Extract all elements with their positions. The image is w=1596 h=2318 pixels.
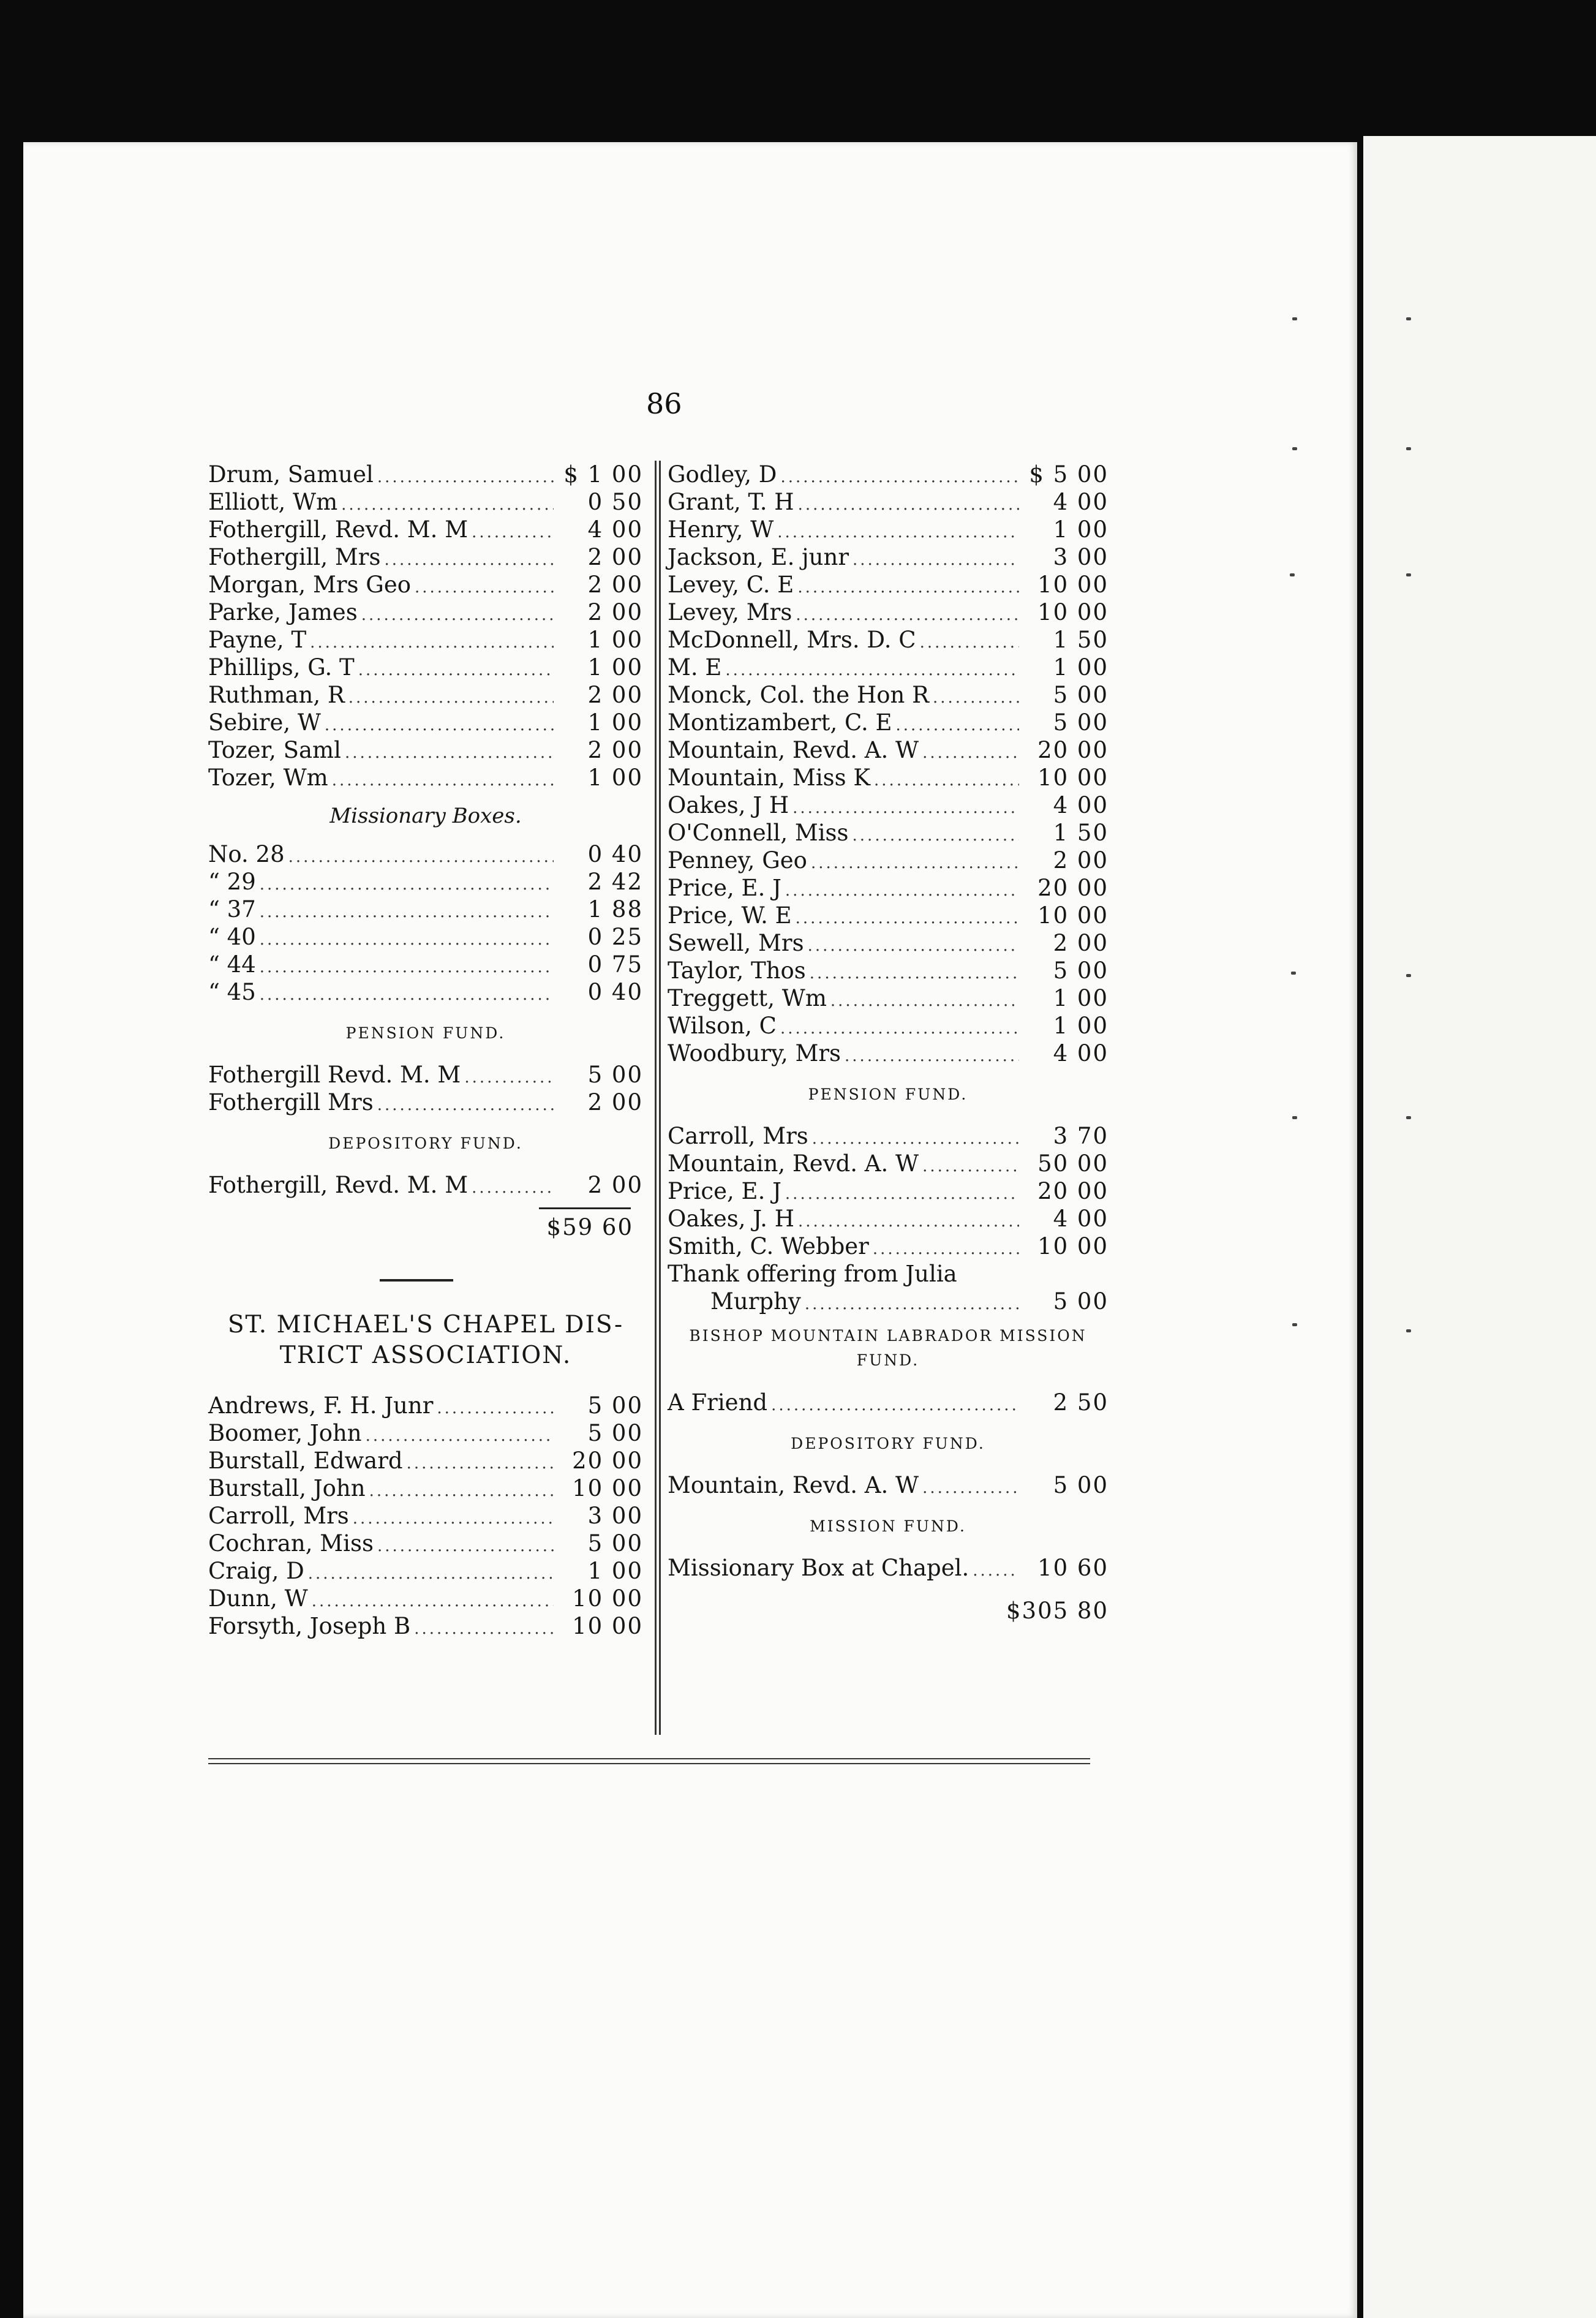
- entry-amount: 10 00: [572, 1585, 643, 1612]
- speck: [1290, 573, 1295, 576]
- entry-amount: 5 00: [1053, 682, 1109, 708]
- leader-dots: [796, 905, 1019, 932]
- entry-amount: 10 00: [1037, 572, 1109, 598]
- entry-amount: 1 00: [587, 709, 643, 736]
- entry-amount: 1 00: [1053, 516, 1109, 543]
- depository-fund-heading: DEPOSITORY FUND.: [328, 1134, 523, 1152]
- ledger-entry: [208, 1585, 643, 1612]
- leader-dots: [472, 519, 554, 546]
- entry-name: Burstall, John: [208, 1475, 366, 1501]
- entry-name: O'Connell, Miss: [668, 820, 849, 846]
- entry-amount: 5 00: [587, 1530, 643, 1557]
- entry-amount: 5 00: [587, 1392, 643, 1419]
- ledger-entry: [208, 1061, 643, 1089]
- entry-amount: 0 75: [587, 951, 643, 978]
- entry-amount: 50 00: [1037, 1150, 1109, 1177]
- leader-dots: [260, 981, 554, 1009]
- entry-amount: 1 50: [1053, 627, 1109, 653]
- entry-amount: 10 00: [572, 1475, 643, 1501]
- entry-name: Henry, W: [668, 516, 774, 543]
- ledger-entry: [208, 571, 643, 598]
- ledger-entry: [668, 1205, 1109, 1233]
- entry-name: Thank offering from Julia: [668, 1261, 957, 1287]
- association-list: [208, 1392, 643, 1640]
- entry-name: Oakes, J. H: [668, 1206, 794, 1232]
- leader-dots: [437, 1395, 554, 1422]
- leader-dots: [798, 1208, 1019, 1236]
- entry-name: No. 28: [208, 841, 285, 867]
- entry-name: Wilson, C: [668, 1013, 777, 1039]
- ledger-entry: [208, 598, 643, 626]
- entry-name: Drum, Samuel: [208, 461, 374, 488]
- entry-name: Payne, T: [208, 627, 307, 653]
- leader-dots: [808, 932, 1019, 960]
- ledger-entry: [668, 791, 1109, 819]
- pension-fund-heading: PENSION FUND.: [808, 1085, 968, 1103]
- entry-amount: 10 00: [1037, 599, 1109, 625]
- ledger-entry: [668, 681, 1109, 709]
- entry-name: Morgan, Mrs Geo: [208, 572, 411, 598]
- ledger-entry: [668, 1012, 1109, 1040]
- ledger-entry: [668, 847, 1109, 874]
- entry-amount: 1 00: [587, 764, 643, 791]
- leader-dots: [810, 960, 1019, 987]
- leader-dots: [369, 1478, 554, 1505]
- entry-name: Levey, Mrs: [668, 599, 792, 625]
- ledger-entry: [668, 654, 1109, 681]
- entry-name: Fothergill Revd. M. M: [208, 1062, 461, 1088]
- leader-dots: [366, 1422, 554, 1450]
- leader-dots: [920, 629, 1019, 657]
- leader-dots: [853, 822, 1019, 850]
- left-column: [208, 461, 643, 1640]
- entry-name: Ruthman, R: [208, 682, 345, 708]
- ledger-entry: [208, 681, 643, 709]
- leader-dots: [777, 519, 1019, 546]
- entry-name: Grant, T. H: [668, 489, 794, 515]
- leader-dots: [260, 926, 554, 954]
- ledger-entry: [208, 736, 643, 764]
- leader-dots: [811, 850, 1019, 877]
- leader-dots: [348, 684, 554, 712]
- ledger-entry: [208, 461, 643, 488]
- entry-name: Treggett, Wm: [668, 985, 827, 1011]
- leader-dots: [805, 1291, 1019, 1318]
- speck: [1406, 573, 1411, 576]
- ledger-entry: [668, 1233, 1109, 1260]
- leader-dots: [845, 1043, 1019, 1070]
- entry-amount: 1 00: [587, 627, 643, 653]
- leader-dots: [384, 546, 554, 574]
- leader-dots: [874, 767, 1019, 795]
- entry-amount: 5 00: [1053, 1288, 1109, 1315]
- ledger-entry: [668, 543, 1109, 571]
- entry-name: Montizambert, C. E: [668, 709, 892, 736]
- entry-amount: 0 40: [587, 841, 643, 867]
- leader-dots: [785, 1180, 1019, 1208]
- ledger-entry: [668, 571, 1109, 598]
- entry-name: Mountain, Revd. A. W: [668, 1472, 919, 1498]
- ledger-entry: [208, 978, 643, 1006]
- ledger-entry: [668, 736, 1109, 764]
- entry-name: Tozer, Wm: [208, 764, 328, 791]
- association-heading-line: ST. MICHAEL'S CHAPEL DIS-: [227, 1311, 624, 1338]
- ledger-entry: [208, 488, 643, 516]
- entry-amount: 0 25: [587, 924, 643, 950]
- entry-name: Burstall, Edward: [208, 1448, 403, 1474]
- ledger-entry: [668, 709, 1109, 736]
- entry-amount: 2 00: [587, 682, 643, 708]
- entry-amount: 1 00: [1053, 654, 1109, 681]
- leader-dots: [771, 1392, 1019, 1419]
- entry-name: Price, W. E: [668, 902, 792, 929]
- entry-name: “ 45: [208, 979, 256, 1005]
- entry-name: Tozer, Saml: [208, 737, 341, 763]
- entry-amount: $ 1 00: [563, 461, 643, 488]
- leader-dots: [464, 1064, 554, 1092]
- bishop-fund-list: [668, 1389, 1109, 1416]
- entry-name: Andrews, F. H. Junr: [208, 1392, 434, 1419]
- leader-dots: [310, 629, 554, 657]
- subscriber-list: [668, 461, 1109, 1067]
- ledger-entry: [208, 709, 643, 736]
- ledger-entry: [668, 819, 1109, 847]
- ledger-entry: [208, 1171, 643, 1199]
- entry-name: Taylor, Thos: [668, 957, 806, 984]
- leader-dots: [973, 1557, 1019, 1585]
- entry-name: Fothergill, Revd. M. M: [208, 516, 469, 543]
- entry-name: Fothergill, Revd. M. M: [208, 1172, 469, 1198]
- speck: [1292, 1116, 1297, 1119]
- ledger-entry: [668, 902, 1109, 929]
- entry-amount: 5 00: [1053, 957, 1109, 984]
- ledger-entry: [208, 840, 643, 868]
- depository-fund-list: [668, 1471, 1109, 1499]
- leader-dots: [260, 871, 554, 899]
- leader-dots: [472, 1174, 554, 1202]
- entry-amount: 3 70: [1053, 1123, 1109, 1149]
- leader-dots: [725, 657, 1019, 684]
- missionary-box-list: [208, 840, 643, 1006]
- speck: [1292, 447, 1297, 450]
- entry-name: Fothergill, Mrs: [208, 544, 381, 570]
- entry-name: Murphy: [710, 1288, 801, 1315]
- leader-dots: [288, 844, 554, 871]
- entry-amount: 1 88: [587, 896, 643, 923]
- leader-dots: [361, 602, 554, 629]
- association-heading: [208, 1310, 643, 1392]
- entry-amount: 2 00: [587, 572, 643, 598]
- entry-amount: 20 00: [1037, 737, 1109, 763]
- entry-name: Missionary Box at Chapel.: [668, 1555, 969, 1581]
- ledger-entry: [668, 598, 1109, 626]
- entry-name: M. E: [668, 654, 722, 681]
- leader-dots: [922, 739, 1019, 767]
- leader-dots: [414, 1615, 554, 1643]
- ledger-entry: [208, 1089, 643, 1116]
- entry-name: Fothergill Mrs: [208, 1089, 374, 1116]
- entry-amount: 2 00: [1053, 930, 1109, 956]
- pension-fund-list: [668, 1122, 1109, 1260]
- leader-dots: [922, 1153, 1019, 1180]
- speck: [1406, 1329, 1411, 1332]
- ledger-entry: [668, 516, 1109, 543]
- entry-amount: 0 50: [587, 489, 643, 515]
- entry-name: “ 44: [208, 951, 256, 978]
- entry-amount: 4 00: [1053, 489, 1109, 515]
- entry-amount: 2 00: [1053, 847, 1109, 874]
- ledger-entry: [668, 626, 1109, 654]
- speck: [1406, 1116, 1411, 1119]
- entry-amount: 4 00: [1053, 792, 1109, 818]
- ledger-entry: [208, 1530, 643, 1557]
- entry-amount: 1 00: [587, 1558, 643, 1584]
- entry-name: Oakes, J H: [668, 792, 789, 818]
- leader-dots: [308, 1560, 554, 1588]
- entry-name: Craig, D: [208, 1558, 304, 1584]
- leader-dots: [922, 1474, 1019, 1502]
- entry-name: Penney, Geo: [668, 847, 807, 874]
- speck: [1406, 974, 1411, 977]
- entry-amount: 10 60: [1037, 1555, 1109, 1581]
- entry-name: Carroll, Mrs: [668, 1123, 808, 1149]
- entry-amount: 2 50: [1053, 1389, 1109, 1416]
- entry-amount: 20 00: [572, 1448, 643, 1474]
- leader-dots: [873, 1236, 1019, 1263]
- ledger-entry: [668, 957, 1109, 984]
- leader-dots: [785, 877, 1019, 905]
- entry-name: Levey, C. E: [668, 572, 794, 598]
- leader-dots: [853, 546, 1019, 574]
- entry-amount: 10 00: [1037, 764, 1109, 791]
- entry-amount: 2 00: [587, 1089, 643, 1116]
- thank-offering-entry: [668, 1260, 1109, 1315]
- leader-dots: [792, 795, 1019, 822]
- entry-name: Parke, James: [208, 599, 358, 625]
- mission-fund-heading: MISSION FUND.: [810, 1517, 966, 1535]
- leader-dots: [377, 464, 554, 491]
- leader-dots: [797, 574, 1019, 602]
- leader-dots: [260, 899, 554, 926]
- ledger-entry: [208, 896, 643, 923]
- bishop-fund-heading: [668, 1315, 1109, 1389]
- entry-amount: 3 00: [1053, 544, 1109, 570]
- mission-fund-list: [668, 1554, 1109, 1582]
- entry-amount: 5 00: [587, 1420, 643, 1446]
- ledger-entry: [208, 1612, 643, 1640]
- entry-name: Monck, Col. the Hon R: [668, 682, 929, 708]
- ledger-entry: [668, 1554, 1109, 1582]
- entry-amount: 2 00: [587, 1172, 643, 1198]
- pension-fund-heading: PENSION FUND.: [345, 1024, 506, 1042]
- entry-name: “ 37: [208, 896, 256, 923]
- leader-dots: [312, 1588, 554, 1615]
- bishop-fund-heading-line: BISHOP MOUNTAIN LABRADOR MISSION: [689, 1327, 1087, 1345]
- entry-name: Elliott, Wm: [208, 489, 338, 515]
- left-total: $59 60: [546, 1214, 633, 1240]
- association-heading-line: TRICT ASSOCIATION.: [279, 1342, 572, 1369]
- ledger-entry: [668, 929, 1109, 957]
- entry-amount: 2 00: [587, 544, 643, 570]
- ledger-entry: [668, 764, 1109, 791]
- entry-name: Sebire, W: [208, 709, 321, 736]
- missionary-boxes-heading: Missionary Boxes.: [329, 804, 522, 828]
- ledger-entry: [668, 1177, 1109, 1205]
- entry-name: Carroll, Mrs: [208, 1503, 349, 1529]
- entry-amount: 20 00: [1037, 875, 1109, 901]
- ledger-entry: [208, 1474, 643, 1502]
- leader-dots: [377, 1092, 554, 1119]
- entry-amount: 2 00: [587, 737, 643, 763]
- entry-name: “ 29: [208, 869, 256, 895]
- ledger-entry: [668, 488, 1109, 516]
- right-total: $305 80: [1006, 1598, 1109, 1624]
- entry-amount: 4 00: [1053, 1206, 1109, 1232]
- leader-dots: [830, 987, 1019, 1015]
- entry-name: Boomer, John: [208, 1420, 362, 1446]
- ledger-entry: [668, 1471, 1109, 1499]
- ledger-entry: [668, 1122, 1109, 1150]
- speck: [1291, 972, 1296, 975]
- entry-name: McDonnell, Mrs. D. C: [668, 627, 916, 653]
- leader-dots: [796, 602, 1019, 629]
- entry-name: Forsyth, Joseph B: [208, 1613, 411, 1639]
- ledger-entry: [668, 1040, 1109, 1067]
- leader-dots: [325, 712, 554, 739]
- entry-name: “ 40: [208, 924, 256, 950]
- ledger-entry: [208, 951, 643, 978]
- ledger-entry: [208, 543, 643, 571]
- entry-amount: 20 00: [1037, 1178, 1109, 1204]
- entry-name: Mountain, Revd. A. W: [668, 737, 919, 763]
- entry-name: Mountain, Revd. A. W: [668, 1150, 919, 1177]
- leader-dots: [358, 657, 554, 684]
- adjacent-page-edge: [1363, 136, 1596, 2318]
- entry-amount: 1 00: [1053, 985, 1109, 1011]
- ledger-entry: [208, 764, 643, 791]
- speck: [1292, 1323, 1297, 1326]
- entry-amount: 10 00: [572, 1613, 643, 1639]
- entry-name: Mountain, Miss K: [668, 764, 871, 791]
- ledger-entry: [668, 984, 1109, 1012]
- entry-amount: 5 00: [1053, 709, 1109, 736]
- leader-dots: [377, 1533, 554, 1560]
- entry-name: Price, E. J: [668, 875, 781, 901]
- entry-amount: 10 00: [1037, 1233, 1109, 1259]
- entry-name: Woodbury, Mrs: [668, 1040, 841, 1067]
- page-number: 86: [646, 387, 682, 420]
- ledger-entry: [668, 1150, 1109, 1177]
- entry-amount: 2 42: [587, 869, 643, 895]
- speck: [1292, 317, 1297, 320]
- ledger-entry: [208, 626, 643, 654]
- ledger-entry: [208, 516, 643, 543]
- entry-amount: $ 5 00: [1029, 461, 1109, 488]
- entry-amount: 2 00: [587, 599, 643, 625]
- leader-dots: [407, 1450, 554, 1478]
- bottom-rule: [208, 1758, 1090, 1764]
- entry-name: Price, E. J: [668, 1178, 781, 1204]
- leader-dots: [415, 574, 554, 602]
- entry-amount: 0 40: [587, 979, 643, 1005]
- entry-name: A Friend: [668, 1389, 768, 1416]
- depository-fund-list: [208, 1171, 643, 1199]
- entry-amount: 3 00: [587, 1503, 643, 1529]
- ledger-entry: [208, 868, 643, 896]
- ledger-entry: [208, 923, 643, 951]
- entry-name: Smith, C. Webber: [668, 1233, 869, 1259]
- entry-amount: 10 00: [1037, 902, 1109, 929]
- speck: [1406, 447, 1411, 450]
- bishop-fund-heading-line: FUND.: [856, 1351, 920, 1369]
- entry-amount: 1 00: [587, 654, 643, 681]
- ledger-entry: [208, 1557, 643, 1585]
- entry-name: Godley, D: [668, 461, 777, 488]
- leader-dots: [353, 1505, 554, 1533]
- ledger-entry: [668, 874, 1109, 902]
- section-rule: [380, 1279, 453, 1282]
- leader-dots: [341, 491, 554, 519]
- entry-amount: 5 00: [1053, 1472, 1109, 1498]
- entry-name: Sewell, Mrs: [668, 930, 804, 956]
- leader-dots: [812, 1125, 1019, 1153]
- leader-dots: [896, 712, 1019, 739]
- ledger-entry: [668, 461, 1109, 488]
- subscriber-list: [208, 461, 643, 791]
- pension-fund-list: [208, 1061, 643, 1116]
- entry-amount: 5 00: [587, 1062, 643, 1088]
- ledger-entry: [208, 1447, 643, 1474]
- entry-name: Jackson, E. junr: [668, 544, 849, 570]
- entry-amount: 4 00: [1053, 1040, 1109, 1067]
- depository-fund-heading: DEPOSITORY FUND.: [791, 1435, 985, 1452]
- entry-amount: 4 00: [587, 516, 643, 543]
- leader-dots: [780, 1015, 1019, 1043]
- ledger-entry: [668, 1389, 1109, 1416]
- entry-name: Phillips, G. T: [208, 654, 355, 681]
- leader-dots: [332, 767, 554, 795]
- ledger-entry: [208, 1502, 643, 1530]
- ledger-entry: [208, 654, 643, 681]
- leader-dots: [933, 684, 1019, 712]
- leader-dots: [798, 491, 1019, 519]
- leader-dots: [260, 954, 554, 981]
- entry-name: Dunn, W: [208, 1585, 308, 1612]
- ledger-entry: [208, 1392, 643, 1419]
- entry-amount: 1 50: [1053, 820, 1109, 846]
- leader-dots: [780, 464, 1019, 491]
- ledger-entry: [208, 1419, 643, 1447]
- column-divider: [655, 461, 661, 1735]
- speck: [1406, 317, 1411, 320]
- entry-amount: 1 00: [1053, 1013, 1109, 1039]
- leader-dots: [345, 739, 554, 767]
- entry-name: Cochran, Miss: [208, 1530, 374, 1557]
- right-column: [668, 461, 1109, 1629]
